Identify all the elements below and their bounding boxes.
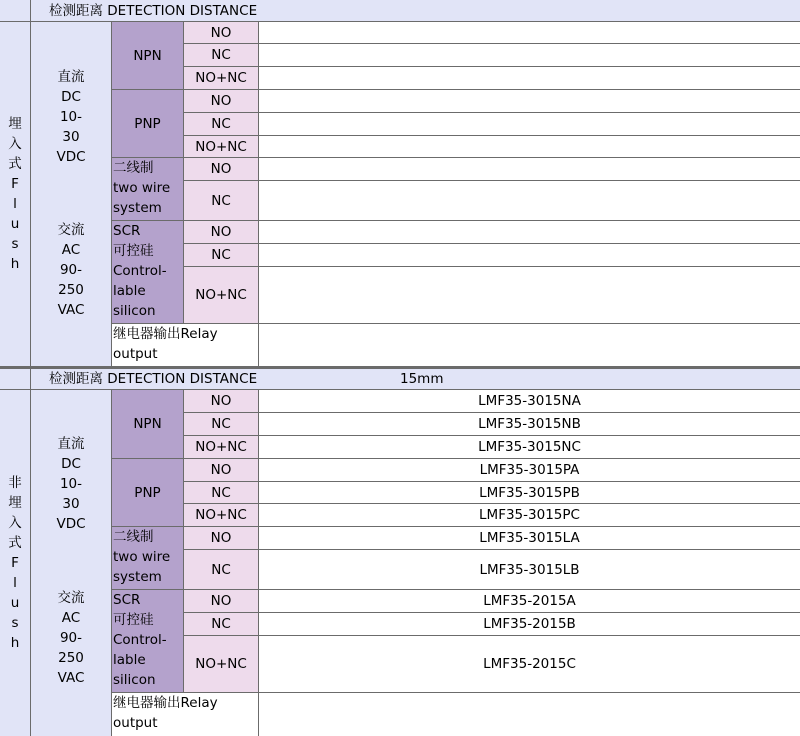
contact-type: NO bbox=[184, 221, 258, 243]
detection-distance-value: 15mm bbox=[395, 369, 800, 389]
group-text: output bbox=[113, 346, 158, 362]
model-cell: LMF35-2015B bbox=[259, 613, 800, 635]
model-cell bbox=[259, 244, 800, 266]
contact-type: NO bbox=[184, 590, 258, 612]
model-cell: LMF35-2015C bbox=[259, 636, 800, 692]
dc-text: 30 bbox=[62, 129, 80, 145]
dc-text: 10- bbox=[59, 476, 83, 492]
model-cell bbox=[259, 221, 800, 243]
model-cell: LMF35-3015LA bbox=[259, 527, 800, 549]
group-text: 二线制 bbox=[113, 160, 154, 176]
side-char: 式 bbox=[8, 535, 22, 551]
group-two-wire bbox=[112, 527, 183, 589]
dc-text: VDC bbox=[56, 516, 86, 532]
model-cell: LMF35-3015LB bbox=[259, 550, 800, 589]
contact-type: NO bbox=[184, 459, 258, 481]
group-text: silicon bbox=[113, 303, 156, 319]
model-cell-relay bbox=[259, 693, 800, 736]
group-relay-output bbox=[112, 693, 258, 736]
dc-text: 直流 bbox=[57, 436, 85, 452]
side-char: l bbox=[13, 575, 17, 591]
group-text: system bbox=[113, 200, 162, 216]
contact-type: NO bbox=[184, 158, 258, 180]
ac-text: 交流 bbox=[57, 222, 85, 238]
group-text: two wire bbox=[113, 549, 171, 565]
detection-distance-value bbox=[395, 0, 800, 21]
model-cell bbox=[259, 267, 800, 323]
mounting-type-flush bbox=[0, 22, 30, 366]
contact-type: NO bbox=[184, 390, 258, 412]
side-char: s bbox=[11, 236, 19, 252]
model-cell bbox=[259, 67, 800, 89]
ac-text: 250 bbox=[58, 282, 84, 298]
group-text: silicon bbox=[113, 672, 156, 688]
contact-type: NO bbox=[184, 22, 258, 43]
contact-type: NO bbox=[184, 527, 258, 549]
ac-text: 90- bbox=[59, 630, 83, 646]
model-cell bbox=[259, 22, 800, 43]
side-char: s bbox=[11, 615, 19, 631]
group-text: Control- bbox=[113, 632, 167, 648]
model-cell-relay bbox=[259, 324, 800, 366]
voltage-column bbox=[31, 22, 111, 366]
group-scr bbox=[112, 221, 183, 323]
group-npn: NPN bbox=[112, 22, 183, 89]
dc-text: DC bbox=[61, 89, 81, 105]
group-scr bbox=[112, 590, 183, 692]
dc-text: 30 bbox=[62, 496, 80, 512]
side-char: F bbox=[11, 176, 19, 192]
side-char: 埋 bbox=[8, 495, 22, 511]
model-cell bbox=[259, 44, 800, 66]
group-two-wire bbox=[112, 158, 183, 220]
contact-type: NO+NC bbox=[184, 267, 258, 323]
dc-text: 直流 bbox=[57, 69, 85, 85]
model-cell bbox=[259, 158, 800, 180]
group-text: 继电器输出Relay bbox=[113, 326, 218, 342]
contact-type: NC bbox=[184, 181, 258, 220]
side-char: 式 bbox=[8, 156, 22, 172]
header-corner bbox=[0, 369, 30, 389]
contact-type: NO+NC bbox=[184, 636, 258, 692]
ac-text: VAC bbox=[57, 670, 85, 686]
contact-type: NC bbox=[184, 44, 258, 66]
contact-type: NC bbox=[184, 482, 258, 503]
group-text: 可控硅 bbox=[113, 243, 154, 259]
group-text: SCR bbox=[113, 223, 141, 239]
contact-type: NO+NC bbox=[184, 436, 258, 458]
group-text: two wire bbox=[113, 180, 171, 196]
group-text: 二线制 bbox=[113, 529, 154, 545]
group-text: lable bbox=[113, 283, 146, 299]
contact-type: NC bbox=[184, 244, 258, 266]
mounting-type-non-flush bbox=[0, 390, 30, 736]
model-cell: LMF35-2015A bbox=[259, 590, 800, 612]
side-char: 非 bbox=[8, 475, 22, 491]
ac-text: VAC bbox=[57, 302, 85, 318]
group-text: output bbox=[113, 715, 158, 731]
side-char: F bbox=[11, 555, 19, 571]
group-text: SCR bbox=[113, 592, 141, 608]
model-cell: LMF35-3015NB bbox=[259, 413, 800, 435]
header-corner bbox=[0, 0, 30, 21]
contact-type: NC bbox=[184, 413, 258, 435]
group-pnp: PNP bbox=[112, 459, 183, 526]
group-text: 可控硅 bbox=[113, 612, 154, 628]
model-cell bbox=[259, 181, 800, 220]
ac-text: 250 bbox=[58, 650, 84, 666]
side-char: h bbox=[10, 635, 20, 651]
detection-distance-label: 检测距离 DETECTION DISTANCE bbox=[31, 369, 395, 389]
group-text: lable bbox=[113, 652, 146, 668]
side-char: l bbox=[13, 196, 17, 212]
model-cell bbox=[259, 136, 800, 157]
detection-distance-label: 检测距离 DETECTION DISTANCE bbox=[31, 0, 395, 21]
contact-type: NC bbox=[184, 113, 258, 135]
ac-text: AC bbox=[61, 610, 81, 626]
voltage-column bbox=[31, 390, 111, 736]
ac-text: 交流 bbox=[57, 590, 85, 606]
dc-text: DC bbox=[61, 456, 81, 472]
group-pnp: PNP bbox=[112, 90, 183, 157]
model-cell: LMF35-3015PB bbox=[259, 482, 800, 503]
side-char: u bbox=[10, 595, 20, 611]
contact-type: NO+NC bbox=[184, 136, 258, 157]
model-cell bbox=[259, 90, 800, 112]
dc-text: 10- bbox=[59, 109, 83, 125]
group-text: system bbox=[113, 569, 162, 585]
ac-text: 90- bbox=[59, 262, 83, 278]
group-text: Control- bbox=[113, 263, 167, 279]
model-cell bbox=[259, 113, 800, 135]
model-cell: LMF35-3015PA bbox=[259, 459, 800, 481]
contact-type: NO bbox=[184, 90, 258, 112]
side-char: h bbox=[10, 256, 20, 272]
group-relay-output bbox=[112, 324, 258, 366]
dc-text: VDC bbox=[56, 149, 86, 165]
model-cell: LMF35-3015NC bbox=[259, 436, 800, 458]
side-char: u bbox=[10, 216, 20, 232]
side-char: 入 bbox=[8, 136, 22, 152]
contact-type: NO+NC bbox=[184, 504, 258, 526]
contact-type: NC bbox=[184, 550, 258, 589]
side-char: 入 bbox=[8, 515, 22, 531]
contact-type: NC bbox=[184, 613, 258, 635]
group-npn: NPN bbox=[112, 390, 183, 458]
side-char: 埋 bbox=[8, 116, 22, 132]
model-cell: LMF35-3015NA bbox=[259, 390, 800, 412]
group-text: 继电器输出Relay bbox=[113, 695, 218, 711]
model-cell: LMF35-3015PC bbox=[259, 504, 800, 526]
ac-text: AC bbox=[61, 242, 81, 258]
contact-type: NO+NC bbox=[184, 67, 258, 89]
